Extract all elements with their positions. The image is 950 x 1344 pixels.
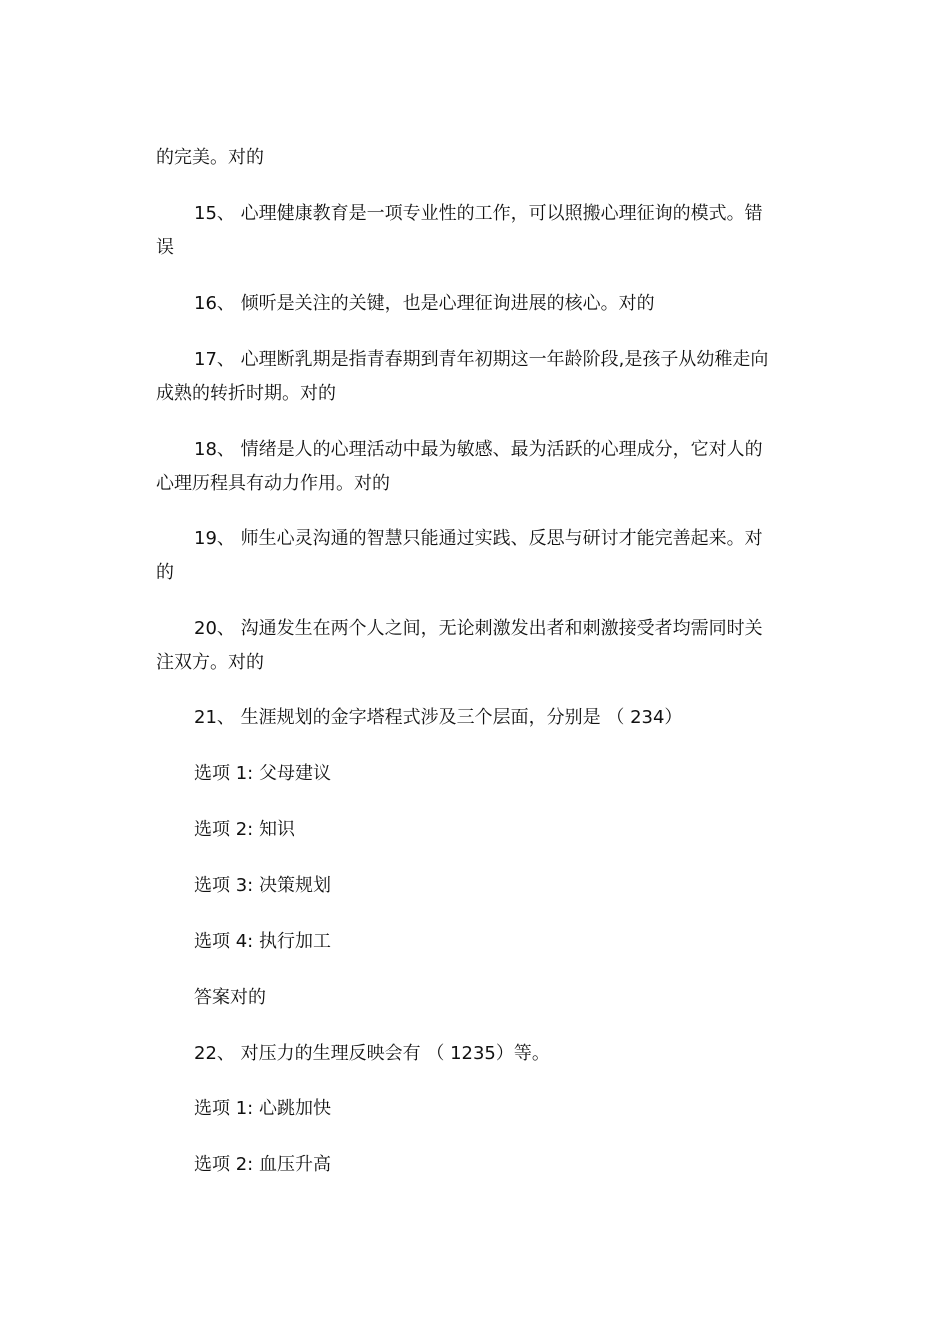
q21-option-2: 选项 2: 知识 (194, 819, 295, 840)
item-15-line-1: 15、 心理健康教育是一项专业性的工作，可以照搬心理征询的模式。错 (194, 203, 763, 224)
item-18-line-1: 18、 情绪是人的心理活动中最为敏感、最为活跃的心理成分，它对人的 (194, 439, 763, 460)
item-19-line-1: 19、 师生心灵沟通的智慧只能通过实践、反思与研讨才能完善起来。对 (194, 528, 763, 549)
item-22-question: 22、 对压力的生理反映会有 （ 1235）等。 (194, 1043, 550, 1064)
item-21-question: 21、 生涯规划的金字塔程式涉及三个层面，分别是 （ 234） (194, 707, 683, 728)
item-15-line-2: 误 (156, 237, 174, 258)
q21-answer: 答案对的 (194, 987, 266, 1008)
item-20-line-1: 20、 沟通发生在两个人之间，无论刺激发出者和刺激接受者均需同时关 (194, 618, 763, 639)
q21-option-3: 选项 3: 决策规划 (194, 875, 331, 896)
item-19-line-2: 的 (156, 562, 174, 583)
q22-option-2: 选项 2: 血压升高 (194, 1154, 331, 1175)
item-18-line-2: 心理历程具有动力作用。对的 (156, 473, 390, 494)
q21-option-4: 选项 4: 执行加工 (194, 931, 331, 952)
item-16-line-1: 16、 倾听是关注的关键，也是心理征询进展的核心。对的 (194, 293, 655, 314)
item-20-line-2: 注双方。对的 (156, 652, 264, 673)
item-17-line-2: 成熟的转折时期。对的 (156, 383, 336, 404)
item-17-line-1: 17、 心理断乳期是指青春期到青年初期这一年龄阶段,是孩子从幼稚走向 (194, 349, 769, 370)
continuation-line: 的完美。对的 (156, 147, 264, 168)
q21-option-1: 选项 1: 父母建议 (194, 763, 331, 784)
q22-option-1: 选项 1: 心跳加快 (194, 1098, 331, 1119)
